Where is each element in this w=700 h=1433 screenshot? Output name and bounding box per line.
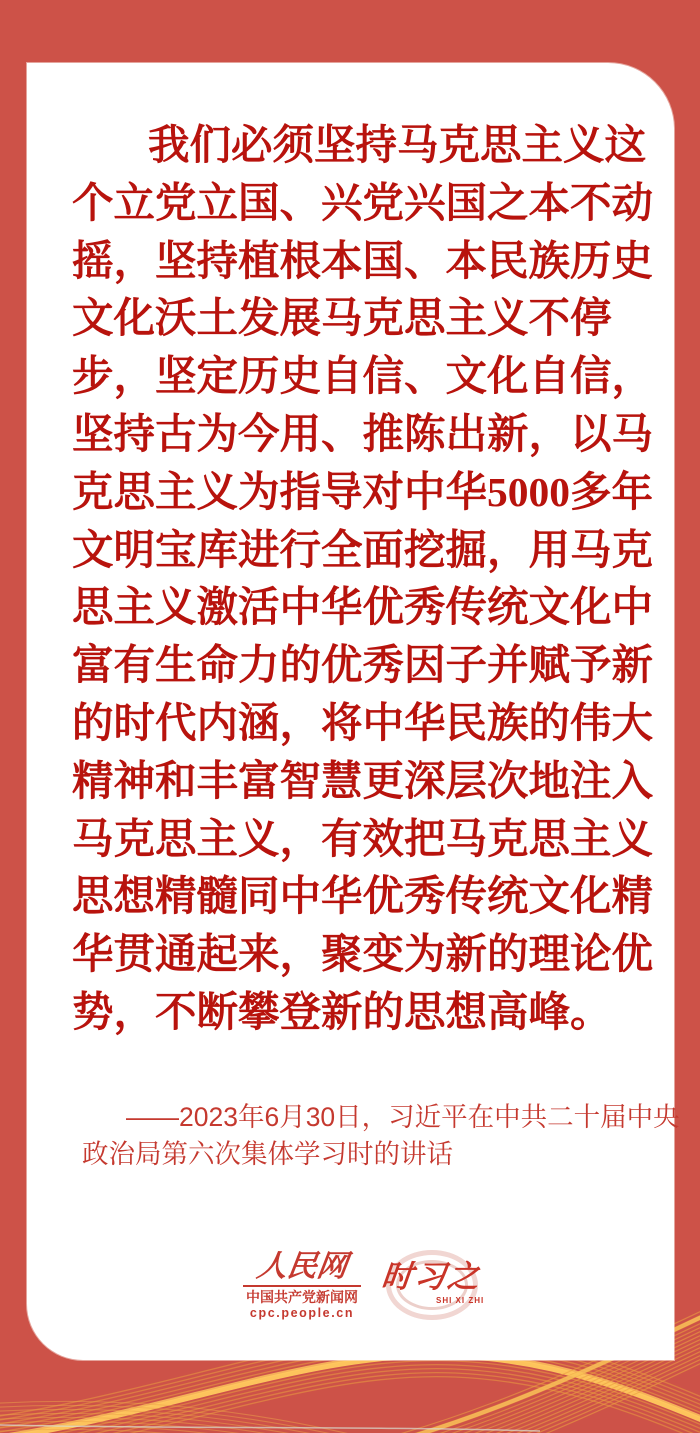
quote-line: 富有生命力的优秀因子并赋予新 xyxy=(72,642,654,689)
people-daily-logo-title: 人民网 xyxy=(254,1250,350,1283)
quote-line: 势，不断攀登新的思想高峰。 xyxy=(72,988,612,1035)
attribution-line: 政治局第六次集体学习时的讲话 xyxy=(82,1139,453,1169)
quote-line: 的时代内涵，将中华民族的伟大 xyxy=(72,699,654,746)
quote-line: 文明宝库进行全面挖掘，用马克 xyxy=(72,526,654,573)
quote-card xyxy=(27,63,680,1360)
quote-line: 步，坚定历史自信、文化自信， xyxy=(72,353,654,400)
people-daily-logo xyxy=(243,1251,361,1320)
shixizhi-logo-title: 时习之 xyxy=(379,1259,483,1294)
quote-line: 克思主义为指导对中华5000多年 xyxy=(72,468,654,515)
attribution-line: ——2023年6月30日，习近平在中共二十届中央 xyxy=(126,1102,680,1132)
quote-line: 坚持古为今用、推陈出新，以马 xyxy=(72,410,654,457)
attribution xyxy=(82,1099,680,1173)
logo-divider xyxy=(243,1285,361,1287)
shixizhi-romanized: SHI XI ZHI xyxy=(436,1296,485,1305)
quote-line: 精神和丰富智慧更深层次地注入 xyxy=(72,757,654,804)
cpc-news-site-name: 中国共产党新闻网 xyxy=(246,1289,358,1305)
quote-line: 思主义激活中华优秀传统文化中 xyxy=(72,584,654,631)
cpc-site-url-text: cpc.people.cn xyxy=(249,1306,355,1320)
quote-line: 华贯通起来，聚变为新的理论优 xyxy=(72,931,654,978)
quote-line: 思想精髓同中华优秀传统文化精 xyxy=(72,873,654,920)
quote-line: 我们必须坚持马克思主义这 xyxy=(148,122,647,168)
quote-line: 马克思主义，有效把马克思主义 xyxy=(72,815,654,862)
quote-line: 摇，坚持植根本国、本民族历史 xyxy=(72,237,654,284)
quote-line: 个立党立国、兴党兴国之本不动 xyxy=(72,179,654,226)
shixizhi-logo xyxy=(374,1248,488,1328)
quote-text xyxy=(72,117,656,1042)
quote-line: 文化沃土发展马克思主义不停 xyxy=(72,295,612,342)
